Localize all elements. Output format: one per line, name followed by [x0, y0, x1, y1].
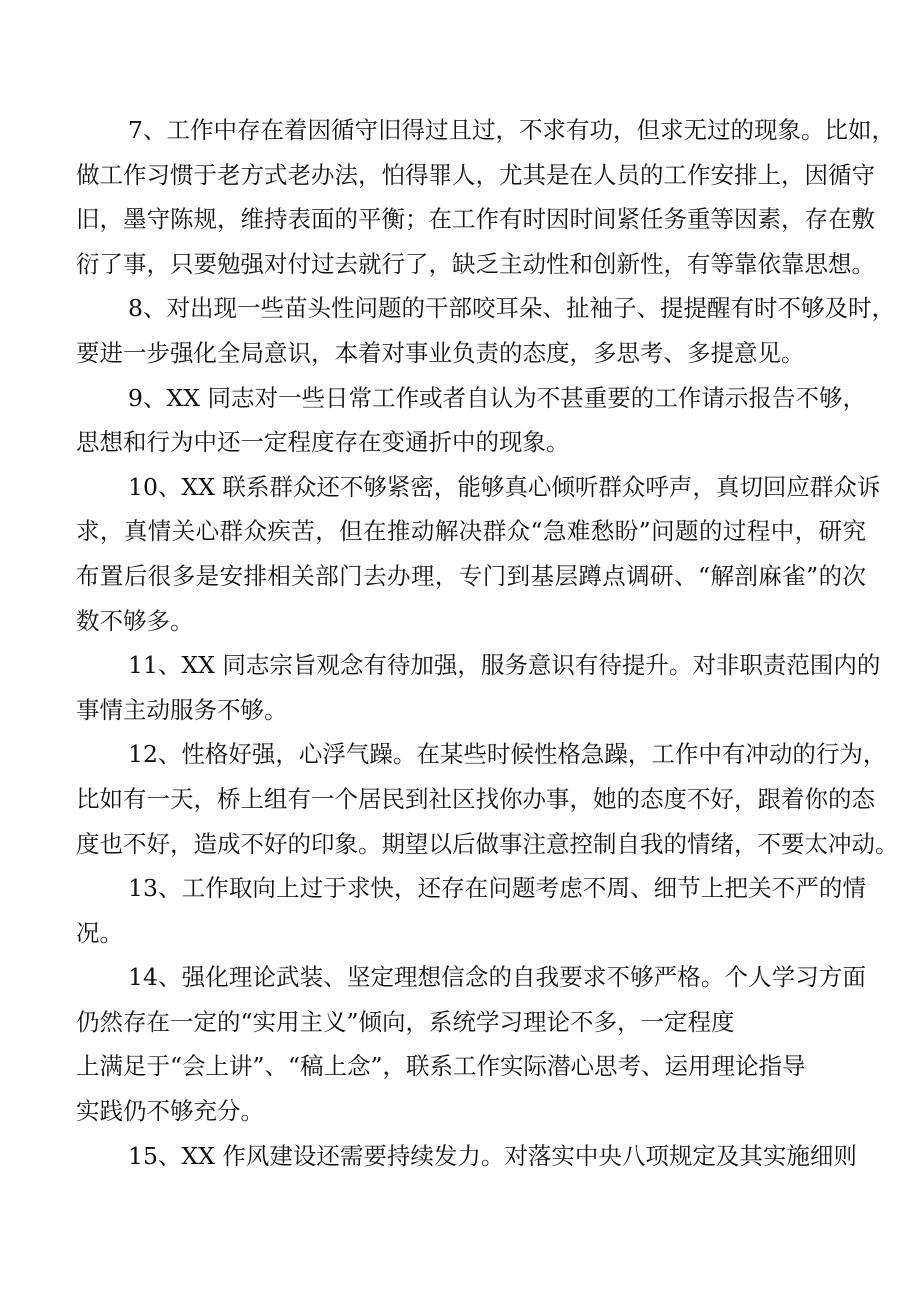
text-line: 求，真情关心群众疾苦，但在推动解决群众“急难愁盼”问题的过程中，研究 [76, 517, 866, 546]
text-line: 思想和行为中还一定程度存在变通折中的现象。 [76, 428, 570, 457]
text-line: 9、XX 同志对一些日常工作或者自认为不甚重要的工作请示报告不够， [128, 383, 866, 412]
paragraph-15 [76, 1134, 866, 1179]
text-line: 度也不好，造成不好的印象。期望以后做事注意控制自我的情绪，不要太冲动。 [76, 829, 899, 858]
paragraph-9 [76, 376, 866, 465]
text-line: 仍然存在一定的“实用主义”倾向，系统学习理论不多，一定程度 [76, 1007, 735, 1036]
text-line: 数不够多。 [76, 606, 194, 635]
paragraph-12 [76, 732, 899, 866]
text-line: 11、XX 同志宗旨观念有待加强，服务意识有待提升。对非职责范围内的 [128, 651, 881, 680]
text-line: 12、性格好强，心浮气躁。在某些时候性格急躁，工作中有冲动的行为， [128, 740, 887, 769]
text-line: 旧，墨守陈规，维持表面的平衡；在工作有时因时间紧任务重等因素，存在敷 [76, 205, 875, 234]
paragraph-7 [76, 108, 895, 286]
text-line: 做工作习惯于老方式老办法，怕得罪人，尤其是在人员的工作安排上，因循守 [76, 160, 875, 189]
text-line: 上满足于“会上讲”、“稿上念”，联系工作实际潜心思考、运用理论指导 [76, 1052, 806, 1081]
text-line: 14、强化理论武装、坚定理想信念的自我要求不够严格。个人学习方面 [128, 963, 866, 992]
text-line: 布置后很多是安排相关部门去办理，专门到基层蹲点调研、“解剖麻雀”的次 [76, 561, 866, 590]
text-line: 事情主动服务不够。 [76, 695, 288, 724]
text-line: 比如有一天，桥上组有一个居民到社区找你办事，她的态度不好，跟着你的态 [76, 784, 875, 813]
text-line: 8、对出现一些苗头性问题的干部咬耳朵、扯袖子、提提醒有时不够及时， [128, 294, 895, 323]
text-line: 7、工作中存在着因循守旧得过且过，不求有功，但求无过的现象。比如， [128, 116, 895, 144]
text-line: 实践仍不够充分。 [76, 1097, 264, 1126]
paragraph-8 [76, 286, 895, 375]
text-line: 要进一步强化全局意识，本着对事业负责的态度，多思考、多提意见。 [76, 338, 805, 367]
paragraph-10 [76, 465, 881, 643]
paragraph-14 [76, 955, 866, 1133]
document-body [76, 108, 899, 1178]
text-line: 15、XX 作风建设还需要持续发力。对落实中央八项规定及其实施细则 [128, 1141, 857, 1170]
text-line: 10、XX 联系群众还不够紧密，能够真心倾听群众呼声，真切回应群众诉 [128, 472, 881, 501]
text-line: 况。 [76, 918, 123, 947]
paragraph-11 [76, 643, 881, 732]
text-line: 衍了事，只要勉强对付过去就行了，缺乏主动性和创新性，有等靠依靠思想。 [76, 249, 875, 278]
text-line: 13、工作取向上过于求快，还存在问题考虑不周、细节上把关不严的情 [128, 874, 866, 903]
paragraph-13 [76, 866, 866, 955]
